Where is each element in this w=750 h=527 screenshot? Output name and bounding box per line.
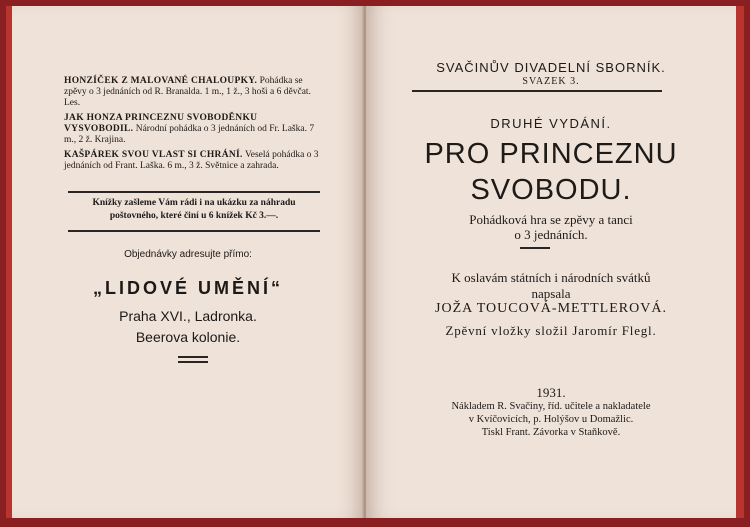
left-page [12,6,364,518]
publisher-address-line-2: Beerova kolonie. [135,329,241,345]
divider-rule [412,90,662,92]
book-title-line-1: PRO PRINCEZNU [424,138,678,170]
publisher-address-line-1: Praha XVI., Ladronka. [119,308,257,324]
order-label: Objednávky adresujte přímo: [124,249,252,260]
advert-item [64,150,320,172]
mailing-note: Knížky zašleme Vám rádi i na ukázku za náhradu poštovného, které činí u 6 knížek Kč 3.—. [92,198,296,221]
songs-credit: Zpěvní vložky složil Jaromír Flegl. [445,323,657,338]
double-rule-top [178,356,208,358]
edition-label: DRUHÉ VYDÁNÍ. [490,116,612,131]
short-rule [520,247,550,249]
advert-description: Veselá pohádka o 3 jednáních od Frant. Laška. 6 m., 3 ž. Světnice a zahrada. [64,150,319,171]
advert-title: HONZÍČEK Z MALOVANÉ CHALOUPKY. [64,76,258,86]
imprint-line-1: Nákladem R. Svačiny, říd. učitele a nakladatele [451,401,651,412]
wrote-by-label: napsala [531,286,571,301]
series-title: SVAČINŮV DIVADELNÍ SBORNÍK. [436,60,666,75]
author-name: JOŽA TOUCOVÁ-METTLEROVÁ. [435,301,667,316]
advert-item [64,113,320,146]
double-rule-bottom [178,361,208,363]
volume-label: SVAZEK 3. [522,76,580,87]
advert-description: Pohádka se zpěvy o 3 jednáních od R. Branalda. 1 m., 1 ž., 3 hoši a 6 děvčat. Les. [64,76,311,108]
advert-item [64,76,320,109]
publisher-name: „LIDOVÉ UMĚNÍ“ [92,278,283,298]
subtitle-line-1: Pohádková hra se zpěvy a tanci [469,212,633,227]
book-title-line-2: SVOBODU. [470,174,632,206]
imprint-line-3: Tiskl Frant. Závorka v Staňkově. [481,427,621,438]
subtitle-line-2: o 3 jednáních. [514,227,588,242]
dedication-line: K oslavám státních i národních svátků [451,270,651,285]
book-spread [6,6,744,518]
imprint-line-2: v Kvíčovicích, p. Holýšov u Domažlic. [468,414,634,425]
advert-description: Národní pohádka o 3 jednáních od Fr. Laška. 7 m., 2 ž. Krajina. [64,124,315,145]
advert-list [64,76,320,176]
advert-title: JAK HONZA PRINCEZNU SVOBODĚNKU VYSVOBODIL. [64,113,258,134]
right-page [366,6,736,518]
divider-rule [68,191,320,193]
advert-title: KAŠPÁREK SVOU VLAST SI CHRÁNÍ. [64,150,243,160]
divider-rule [68,230,320,232]
publication-year: 1931. [536,385,566,400]
